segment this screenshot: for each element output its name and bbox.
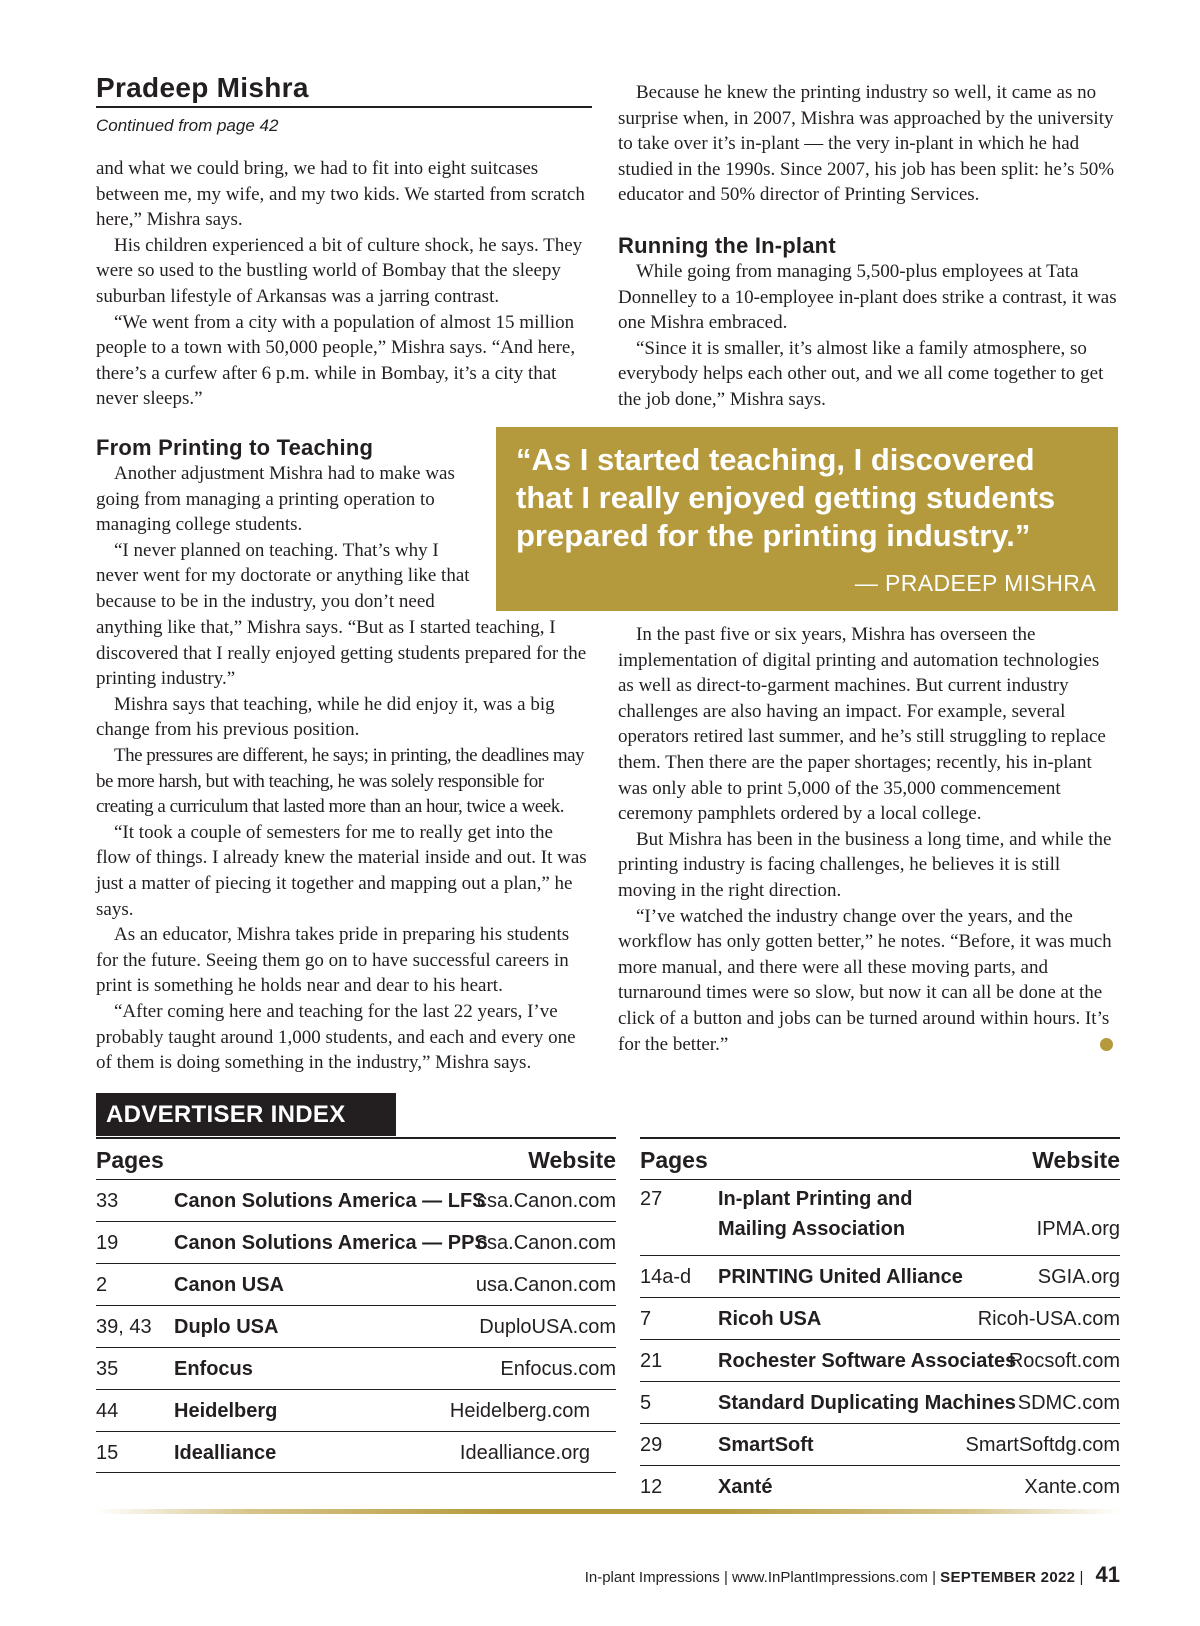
advertiser-website[interactable]: usa.Canon.com — [475, 1274, 616, 1296]
footer-separator: | — [1079, 1569, 1084, 1586]
pages-header: Pages — [640, 1147, 708, 1173]
advertiser-name: Canon Solutions America — LFS — [174, 1190, 486, 1212]
page-number: 15 — [96, 1442, 119, 1464]
paragraph: As an educator, Mishra takes pride in preparing his students for the future. Seeing them go on to have successful careers in print is something he holds near and dear to his heart. — [96, 924, 570, 997]
table-row — [640, 1423, 1120, 1465]
page-number: 33 — [96, 1190, 119, 1212]
table-row — [96, 1389, 616, 1431]
paragraph: “I never planned on teaching. That’s why I never went for my doctorate or anything like that because to be in the industry, you don’t need — [96, 539, 470, 612]
article-headline: Pradeep Mishra — [96, 72, 592, 108]
table-row — [640, 1465, 1120, 1507]
advertiser-website[interactable]: Rocsoft.com — [1008, 1350, 1120, 1372]
right-column-top — [618, 80, 1118, 208]
advertiser-website[interactable]: csa.Canon.com — [477, 1232, 616, 1254]
advertiser-name: Canon Solutions America — PPS — [174, 1232, 488, 1254]
pull-quote-text: “As I started teaching, I discovered that I really enjoyed getting students prepared for the printing industry.” — [516, 442, 1056, 553]
advertiser-name: Rochester Software Associates — [718, 1350, 1017, 1372]
advertiser-name: Enfocus — [174, 1358, 253, 1380]
page-number: 2 — [96, 1274, 108, 1296]
paragraph: anything like that,” Mishra says. “But as I started teaching, I discovered that I really enjoyed getting students prepared for the printing industry.” — [96, 617, 587, 690]
pages-header: Pages — [96, 1147, 164, 1173]
table-row — [96, 1179, 616, 1221]
section-heading: Running the In-plant — [618, 233, 836, 258]
paragraph: “Since it is smaller, it’s almost like a family atmosphere, so everybody helps each other out, and we all come together to get the job done,” Mishra says. — [618, 337, 1104, 410]
paragraph: “It took a couple of semesters for me to really get into the flow of things. I already knew the material inside and out. It was just a matter of piecing it together and mapping out a plan,” he says. — [96, 821, 587, 920]
page-number: 7 — [640, 1308, 652, 1330]
advertiser-table-left — [96, 1137, 616, 1473]
advertiser-name: Ricoh USA — [718, 1308, 822, 1330]
advertiser-name-line2: Mailing Association — [718, 1218, 906, 1240]
inplant-section — [618, 232, 1118, 413]
issue-date: SEPTEMBER 2022 — [940, 1569, 1076, 1586]
advertiser-name: In-plant Printing and — [718, 1188, 913, 1210]
table-row — [640, 1381, 1120, 1423]
advertiser-name: Idealliance — [174, 1442, 277, 1464]
advertiser-name: Standard Duplicating Machines — [718, 1392, 1016, 1414]
page-number: 27 — [640, 1188, 663, 1210]
website-header: Website — [1032, 1147, 1120, 1173]
page-number: 14a-d — [640, 1266, 692, 1288]
continued-note: Continued from page 42 — [96, 116, 279, 135]
paragraph: and what we could bring, we had to fit into eight suitcases between me, my wife, and my two kids. We started from scratch here,” Mishra says. — [96, 158, 585, 231]
end-mark-icon — [1100, 1038, 1113, 1051]
pull-quote-attribution: — PRADEEP MISHRA — [854, 570, 1096, 596]
advertiser-website[interactable]: IPMA.org — [1036, 1218, 1120, 1240]
page-number: 39, 43 — [96, 1316, 152, 1338]
table-row — [96, 1305, 616, 1347]
paragraph: The pressures are different, he says; in printing, the deadlines may be more harsh, but with teaching, he was solely responsible for creating a curriculum that lasted more than an hour, twice a week. — [96, 744, 585, 818]
left-column-top — [96, 156, 586, 412]
page-number: 21 — [640, 1350, 663, 1372]
website-header: Website — [528, 1147, 616, 1173]
page-number: 19 — [96, 1232, 119, 1254]
page-number: 41 — [1095, 1562, 1120, 1587]
page-number: 44 — [96, 1400, 119, 1422]
page-number: 29 — [640, 1434, 663, 1456]
publication-name: In-plant Impressions — [584, 1569, 720, 1586]
advertiser-table-right — [640, 1137, 1120, 1507]
table-row — [640, 1179, 1120, 1255]
advertiser-website[interactable]: SDMC.com — [1017, 1392, 1120, 1414]
table-row — [96, 1221, 616, 1263]
table-row — [640, 1339, 1120, 1381]
page-number: 5 — [640, 1392, 652, 1414]
advertiser-website[interactable]: Xante.com — [1024, 1476, 1120, 1498]
paragraph: But Mishra has been in the business a long time, and while the printing industry is facing challenges, he believes it is still moving in the right direction. — [618, 828, 1112, 901]
paragraph: In the past five or six years, Mishra has overseen the implementation of digital printing and automation technologies as well as direct-to-garment machines. But current industry challenges are also having an impact. For example, several operators retired last summer, and he’s still struggling to replace them. Then there are the paper shortages; recently, his in-plant was only able to print 5,000 of the 35,000 commencement ceremony pamphlets ordered by a local college. — [618, 624, 1106, 825]
paragraph: “I’ve watched the industry change over the years, and the workflow has only gotten better,” he notes. “Before, it was much more manual, and there were all these moving parts, and turnaround times were so slow, but now it can all be done at the click of a button and jobs can be turned around within hours. It’s for the better.” — [618, 905, 1112, 1055]
paragraph: “After coming here and teaching for the last 22 years, I’ve probably taught around 1,000 students, and each and every one of them is doing something in the industry,” Mishra says. — [96, 1000, 576, 1074]
advertiser-website[interactable]: SGIA.org — [1037, 1266, 1120, 1288]
paragraph: Another adjustment Mishra had to make was going from managing a printing operation to managing college students. — [96, 463, 455, 536]
page-footer — [585, 1562, 1120, 1588]
table-row — [640, 1255, 1120, 1297]
advertiser-name: PRINTING United Alliance — [718, 1266, 963, 1288]
footer-separator: | — [723, 1569, 728, 1586]
table-row — [640, 1297, 1120, 1339]
table-row — [96, 1347, 616, 1389]
advertiser-website[interactable]: SmartSoftdg.com — [965, 1434, 1120, 1456]
advertiser-website[interactable]: Heidelberg.com — [449, 1400, 590, 1422]
advertiser-website[interactable]: csa.Canon.com — [477, 1190, 616, 1212]
advertiser-website[interactable]: DuploUSA.com — [479, 1316, 616, 1338]
advertiser-website[interactable]: Ricoh-USA.com — [977, 1308, 1120, 1330]
table-row — [96, 1431, 616, 1473]
table-header — [640, 1139, 1120, 1179]
advertiser-website[interactable]: Enfocus.com — [500, 1358, 616, 1380]
gold-divider — [96, 1509, 1120, 1514]
advertiser-index-title: ADVERTISER INDEX — [96, 1093, 396, 1136]
teaching-section — [96, 615, 592, 1076]
table-row — [96, 1263, 616, 1305]
paragraph: Because he knew the printing industry so well, it came as no surprise when, in 2007, Mishra was approached by the university to take over it’s in-plant — the very in-plant in which he had studied in the 1990s. Since 2007, his job has been split: he’s 50% educator and 50% director of Printing Services. — [618, 82, 1115, 206]
paragraph: Mishra says that teaching, while he did enjoy it, was a big change from his previous position. — [96, 693, 555, 741]
page-number: 12 — [640, 1476, 663, 1498]
footer-website[interactable]: www.InPlantImpressions.com — [732, 1569, 928, 1586]
advertiser-name: Heidelberg — [174, 1400, 278, 1422]
teaching-section-narrow — [96, 434, 478, 615]
advertiser-name: Xanté — [718, 1476, 773, 1498]
table-header — [96, 1139, 616, 1179]
advertiser-name: Duplo USA — [174, 1316, 279, 1338]
pull-quote — [496, 427, 1118, 611]
right-column-bottom — [618, 622, 1118, 1057]
footer-separator: | — [932, 1569, 936, 1586]
paragraph: “We went from a city with a population of almost 15 million people to a town with 50,000 people,” Mishra says. “And here, there’s a curfew after 6 p.m. while in Bombay, it’s a city that never sleeps.” — [96, 311, 576, 410]
page-number: 35 — [96, 1358, 119, 1380]
advertiser-name: SmartSoft — [718, 1434, 814, 1456]
advertiser-name: Canon USA — [174, 1274, 284, 1296]
advertiser-website[interactable]: Idealliance.org — [459, 1442, 590, 1464]
paragraph: While going from managing 5,500-plus employees at Tata Donnelley to a 10-employee in-plant does strike a contrast, it was one Mishra embraced. — [618, 261, 1117, 334]
section-heading: From Printing to Teaching — [96, 435, 374, 460]
paragraph: His children experienced a bit of culture shock, he says. They were so used to the bustling world of Bombay that the sleepy suburban lifestyle of Arkansas was a jarring contrast. — [96, 234, 583, 307]
